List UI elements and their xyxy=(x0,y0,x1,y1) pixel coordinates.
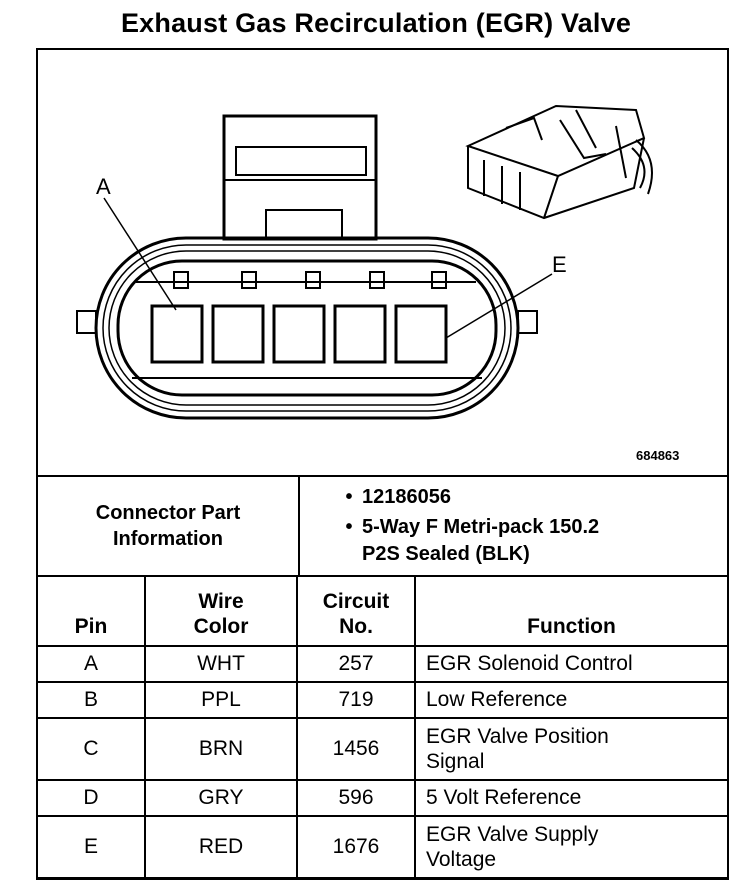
connector-info-label xyxy=(37,476,299,576)
function-cell: EGR Solenoid Control xyxy=(415,646,728,682)
pin-cell: A xyxy=(37,646,145,682)
pin-cell: D xyxy=(37,780,145,816)
connector-info-label-line1: Connector Part xyxy=(95,502,241,524)
pin-a-callout: A xyxy=(96,174,111,199)
function-cell: 5 Volt Reference xyxy=(415,780,728,816)
circuit-cell: 1676 xyxy=(297,816,415,878)
connector-perspective-icon xyxy=(468,106,652,218)
circuit-cell: 1456 xyxy=(297,718,415,780)
connector-info-table xyxy=(36,475,729,577)
connector-info-label-line2: Information xyxy=(113,528,223,550)
pin-cell: C xyxy=(37,718,145,780)
header-pin: Pin xyxy=(37,576,145,646)
connector-face-icon xyxy=(77,116,552,418)
figure-number: 684863 xyxy=(636,448,680,463)
connector-info-values xyxy=(299,476,728,576)
circuit-cell: 596 xyxy=(297,780,415,816)
table-row xyxy=(37,718,728,780)
function-cell: Low Reference xyxy=(415,682,728,718)
pin-e-callout: E xyxy=(552,252,567,277)
table-row xyxy=(37,780,728,816)
table-row xyxy=(37,682,728,718)
wire-color-cell: GRY xyxy=(145,780,297,816)
connector-description-line2: P2S Sealed (BLK) xyxy=(362,543,530,565)
connector-part-number: 12186056 xyxy=(362,486,451,508)
wire-color-cell: BRN xyxy=(145,718,297,780)
pinout-table xyxy=(36,575,729,879)
wire-color-cell: RED xyxy=(145,816,297,878)
pin-cell: B xyxy=(37,682,145,718)
pin-cell: E xyxy=(37,816,145,878)
connector-diagram xyxy=(36,48,729,475)
wire-color-cell: WHT xyxy=(145,646,297,682)
bullet-icon: • xyxy=(345,486,353,508)
header-wire-color: Wire Color xyxy=(145,576,297,646)
bullet-icon: • xyxy=(345,516,353,538)
wire-color-cell: PPL xyxy=(145,682,297,718)
header-function: Function xyxy=(415,576,728,646)
table-row xyxy=(37,816,728,878)
table-row xyxy=(37,646,728,682)
circuit-cell: 257 xyxy=(297,646,415,682)
header-circuit: Circuit No. xyxy=(297,576,415,646)
circuit-cell: 719 xyxy=(297,682,415,718)
page-title: Exhaust Gas Recirculation (EGR) Valve xyxy=(120,8,632,38)
function-cell: EGR Valve Position Signal xyxy=(415,718,728,780)
connector-description-line1: 5-Way F Metri-pack 150.2 xyxy=(362,516,600,538)
function-cell: EGR Valve Supply Voltage xyxy=(415,816,728,878)
